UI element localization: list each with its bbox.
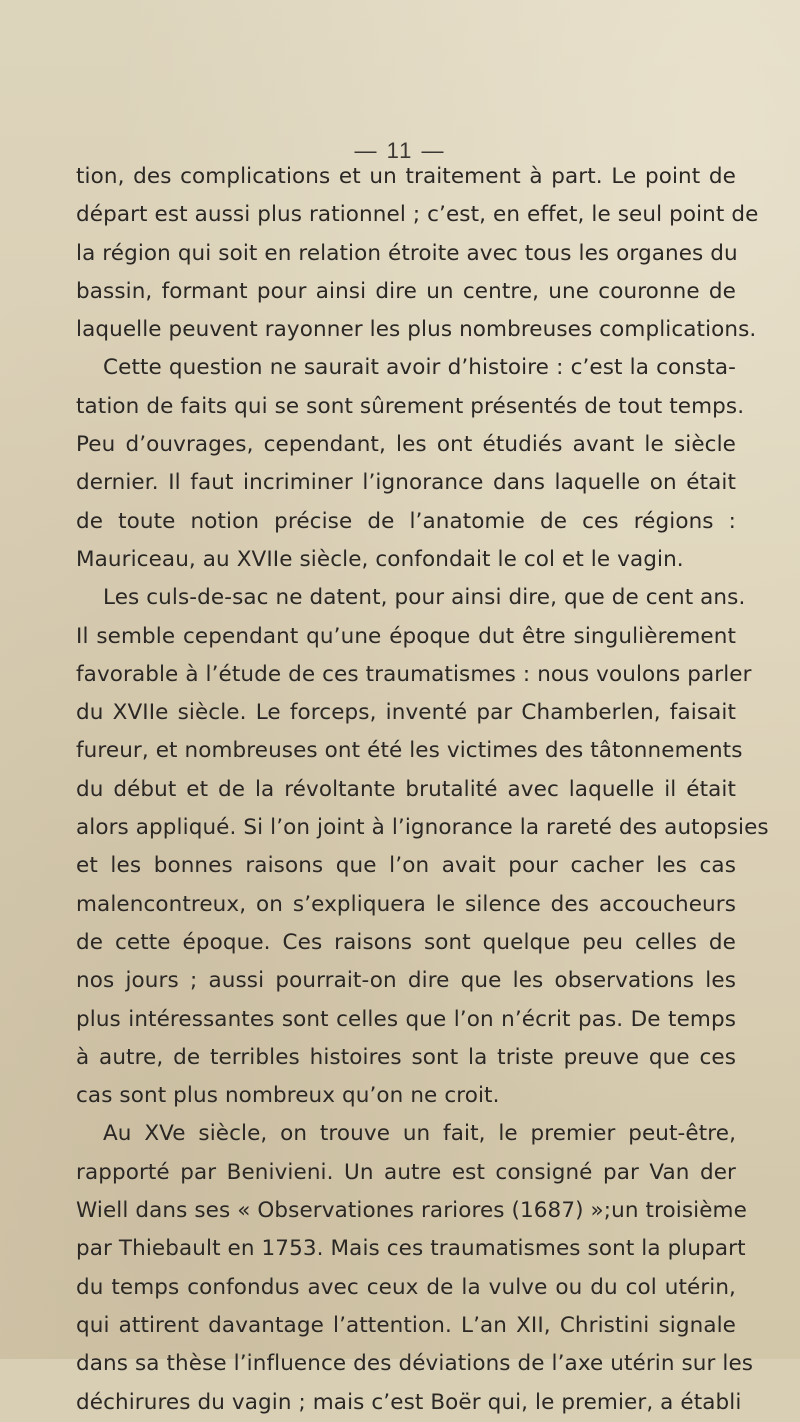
text-line: cas sont plus nombreux qu’on ne croit.	[76, 1083, 500, 1109]
text-line: et les bonnes raisons que l’on avait pour cacher les cas	[76, 853, 736, 879]
text-line: tation de faits qui se sont sûrement présentés de tout temps.	[76, 393, 745, 419]
text-line: de cette époque. Ces raisons sont quelque peu celles de	[76, 929, 736, 955]
text-line: malencontreux, on s’expliquera le silence des accoucheurs	[76, 891, 736, 917]
paragraph-start-line: Cette question ne saurait avoir d’histoire : c’est la consta-	[103, 355, 736, 381]
text-line: Mauriceau, au XVIIe siècle, confondait le col et le vagin.	[76, 546, 684, 572]
page-number: — 11 —	[354, 138, 446, 163]
text-line: Wiell dans ses « Observationes rariores (1687) »;un troisième	[76, 1198, 747, 1224]
text-line: du début et de la révoltante brutalité avec laquelle il était	[76, 776, 736, 802]
text-line: la région qui soit en relation étroite avec tous les organes du	[76, 240, 738, 266]
text-line: tion, des complications et un traitement à part. Le point de	[76, 164, 736, 189]
text-line: dans sa thèse l’influence des déviations de l’axe utérin sur les	[76, 1351, 754, 1377]
text-line: Peu d’ouvrages, cependant, les ont étudiés avant le siècle	[76, 432, 736, 458]
text-line: fureur, et nombreuses ont été les victimes des tâtonnements	[76, 738, 743, 764]
body-text	[76, 158, 769, 1422]
text-line: alors appliqué. Si l’on joint à l’ignorance la rareté des autopsies	[76, 815, 769, 841]
text-line: dernier. Il faut incriminer l’ignorance dans laquelle on était	[76, 470, 736, 496]
text-line: bassin, formant pour ainsi dire un centre, une couronne de	[76, 278, 736, 304]
text-line: plus intéressantes sont celles que l’on n’écrit pas. De temps	[76, 1006, 736, 1032]
paragraph-start-line: Les culs-de-sac ne datent, pour ainsi dire, que de cent ans.	[103, 585, 746, 611]
text-line: laquelle peuvent rayonner les plus nombreuses complications.	[76, 317, 757, 343]
text-line: favorable à l’étude de ces traumatismes : nous voulons parler	[76, 661, 752, 687]
text-line: nos jours ; aussi pourrait-on dire que les observations les	[76, 968, 736, 994]
paragraph-start-line: Au XVe siècle, on trouve un fait, le premier peut-être,	[103, 1121, 736, 1147]
text-line: déchirures du vagin ; mais c’est Boër qui, le premier, a établi	[76, 1389, 742, 1415]
text-line: du temps confondus avec ceux de la vulve ou du col utérin,	[76, 1274, 736, 1300]
text-line: départ est aussi plus rationnel ; c’est, en effet, le seul point de	[76, 202, 759, 228]
text-line: à autre, de terribles histoires sont la triste preuve que ces	[76, 1044, 736, 1070]
text-line: Il semble cependant qu’une époque dut être singulièrement	[76, 623, 736, 649]
text-line: de toute notion précise de l’anatomie de ces régions :	[76, 508, 736, 534]
text-line: qui attirent davantage l’attention. L’an XII, Christini signale	[76, 1312, 736, 1338]
text-line: rapporté par Benivieni. Un autre est consigné par Van der	[76, 1159, 736, 1185]
text-line: du XVIIe siècle. Le forceps, inventé par Chamberlen, faisait	[76, 700, 736, 726]
text-line: par Thiebault en 1753. Mais ces traumatismes sont la plupart	[76, 1236, 746, 1262]
